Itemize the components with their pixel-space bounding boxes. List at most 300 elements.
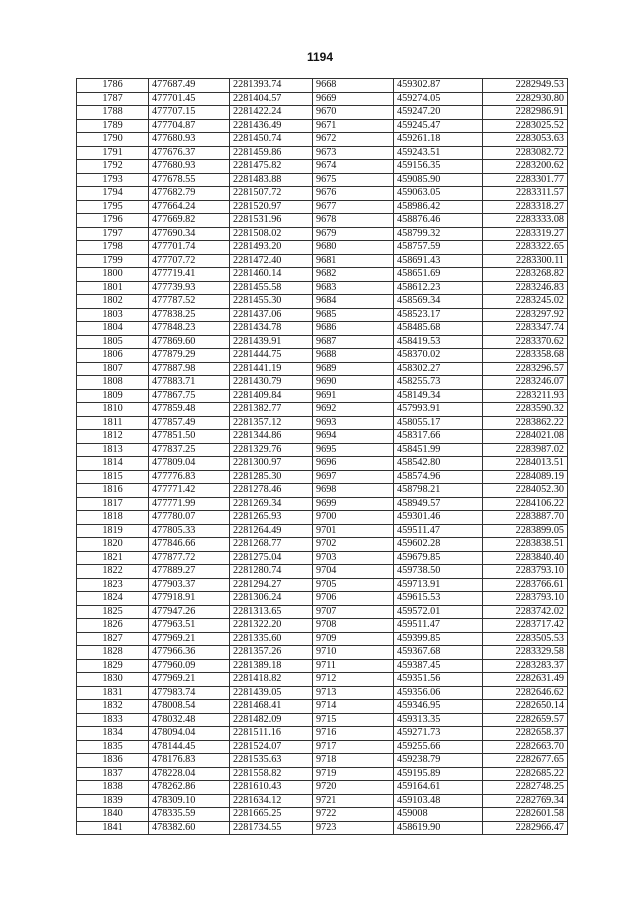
- x-coordinate-cell: 459387.45: [394, 659, 483, 673]
- table-row: [77, 227, 568, 241]
- y-coordinate-cell: 2281558.82: [230, 767, 313, 781]
- point-number-cell: 1797: [77, 227, 149, 241]
- table-row: [77, 686, 568, 700]
- table-row: [77, 106, 568, 120]
- y-coordinate-cell: 2283766.61: [483, 578, 568, 592]
- y-coordinate-cell: 2281455.58: [230, 281, 313, 295]
- y-coordinate-cell: 2281357.12: [230, 416, 313, 430]
- x-coordinate-cell: 477704.87: [149, 119, 230, 133]
- point-number-cell: 9704: [313, 565, 394, 579]
- y-coordinate-cell: 2281313.65: [230, 605, 313, 619]
- point-number-cell: 1830: [77, 673, 149, 687]
- y-coordinate-cell: 2282748.25: [483, 781, 568, 795]
- y-coordinate-cell: 2281460.14: [230, 268, 313, 282]
- table-row: [77, 713, 568, 727]
- x-coordinate-cell: 478382.60: [149, 821, 230, 835]
- x-coordinate-cell: 478262.86: [149, 781, 230, 795]
- point-number-cell: 1788: [77, 106, 149, 120]
- y-coordinate-cell: 2281265.93: [230, 511, 313, 525]
- y-coordinate-cell: 2283211.93: [483, 389, 568, 403]
- x-coordinate-cell: 459261.18: [394, 133, 483, 147]
- point-number-cell: 1829: [77, 659, 149, 673]
- point-number-cell: 9692: [313, 403, 394, 417]
- point-number-cell: 9698: [313, 484, 394, 498]
- table-row: [77, 754, 568, 768]
- x-coordinate-cell: 477780.07: [149, 511, 230, 525]
- x-coordinate-cell: 459511.47: [394, 619, 483, 633]
- point-number-cell: 9669: [313, 92, 394, 106]
- table-row: [77, 470, 568, 484]
- y-coordinate-cell: 2281322.20: [230, 619, 313, 633]
- point-number-cell: 9697: [313, 470, 394, 484]
- y-coordinate-cell: 2283838.51: [483, 538, 568, 552]
- y-coordinate-cell: 2281393.74: [230, 79, 313, 93]
- y-coordinate-cell: 2281329.76: [230, 443, 313, 457]
- y-coordinate-cell: 2283246.07: [483, 376, 568, 390]
- table-row: [77, 443, 568, 457]
- table-row: [77, 281, 568, 295]
- x-coordinate-cell: 477848.23: [149, 322, 230, 336]
- x-coordinate-cell: 477805.33: [149, 524, 230, 538]
- x-coordinate-cell: 477851.50: [149, 430, 230, 444]
- x-coordinate-cell: 477771.42: [149, 484, 230, 498]
- x-coordinate-cell: 458523.17: [394, 308, 483, 322]
- y-coordinate-cell: 2283840.40: [483, 551, 568, 565]
- y-coordinate-cell: 2281382.77: [230, 403, 313, 417]
- point-number-cell: 9685: [313, 308, 394, 322]
- table-row: [77, 173, 568, 187]
- table-row: [77, 146, 568, 160]
- table-row: [77, 524, 568, 538]
- x-coordinate-cell: 458691.43: [394, 254, 483, 268]
- x-coordinate-cell: 458798.21: [394, 484, 483, 498]
- x-coordinate-cell: 477947.26: [149, 605, 230, 619]
- y-coordinate-cell: 2281269.34: [230, 497, 313, 511]
- y-coordinate-cell: 2282646.62: [483, 686, 568, 700]
- point-number-cell: 1825: [77, 605, 149, 619]
- x-coordinate-cell: 458569.34: [394, 295, 483, 309]
- x-coordinate-cell: 458055.17: [394, 416, 483, 430]
- x-coordinate-cell: 458255.73: [394, 376, 483, 390]
- x-coordinate-cell: 477969.21: [149, 673, 230, 687]
- y-coordinate-cell: 2282986.91: [483, 106, 568, 120]
- table-row: [77, 335, 568, 349]
- x-coordinate-cell: 478008.54: [149, 700, 230, 714]
- table-row: [77, 794, 568, 808]
- y-coordinate-cell: 2283358.68: [483, 349, 568, 363]
- table-row: [77, 119, 568, 133]
- table-row: [77, 416, 568, 430]
- x-coordinate-cell: 459367.68: [394, 646, 483, 660]
- x-coordinate-cell: 478228.04: [149, 767, 230, 781]
- point-number-cell: 1818: [77, 511, 149, 525]
- point-number-cell: 1812: [77, 430, 149, 444]
- table-row: [77, 268, 568, 282]
- y-coordinate-cell: 2283296.57: [483, 362, 568, 376]
- point-number-cell: 9702: [313, 538, 394, 552]
- point-number-cell: 1792: [77, 160, 149, 174]
- point-number-cell: 1796: [77, 214, 149, 228]
- point-number-cell: 9707: [313, 605, 394, 619]
- y-coordinate-cell: 2283987.02: [483, 443, 568, 457]
- x-coordinate-cell: 477664.24: [149, 200, 230, 214]
- coordinates-table: [76, 78, 568, 835]
- y-coordinate-cell: 2282663.70: [483, 740, 568, 754]
- point-number-cell: 9716: [313, 727, 394, 741]
- y-coordinate-cell: 2283887.70: [483, 511, 568, 525]
- table-row: [77, 673, 568, 687]
- y-coordinate-cell: 2283246.83: [483, 281, 568, 295]
- table-row: [77, 430, 568, 444]
- table-row: [77, 79, 568, 93]
- y-coordinate-cell: 2281437.06: [230, 308, 313, 322]
- y-coordinate-cell: 2283082.72: [483, 146, 568, 160]
- x-coordinate-cell: 477690.34: [149, 227, 230, 241]
- x-coordinate-cell: 477887.98: [149, 362, 230, 376]
- y-coordinate-cell: 2282631.49: [483, 673, 568, 687]
- y-coordinate-cell: 2283319.27: [483, 227, 568, 241]
- x-coordinate-cell: 459156.35: [394, 160, 483, 174]
- x-coordinate-cell: 478144.45: [149, 740, 230, 754]
- point-number-cell: 1838: [77, 781, 149, 795]
- x-coordinate-cell: 458619.90: [394, 821, 483, 835]
- x-coordinate-cell: 459346.95: [394, 700, 483, 714]
- x-coordinate-cell: 477960.09: [149, 659, 230, 673]
- x-coordinate-cell: 478032.48: [149, 713, 230, 727]
- point-number-cell: 9675: [313, 173, 394, 187]
- point-number-cell: 1824: [77, 592, 149, 606]
- x-coordinate-cell: 477963.51: [149, 619, 230, 633]
- x-coordinate-cell: 477809.04: [149, 457, 230, 471]
- y-coordinate-cell: 2281520.97: [230, 200, 313, 214]
- y-coordinate-cell: 2283717.42: [483, 619, 568, 633]
- table-row: [77, 308, 568, 322]
- x-coordinate-cell: 477719.41: [149, 268, 230, 282]
- point-number-cell: 1811: [77, 416, 149, 430]
- y-coordinate-cell: 2281422.24: [230, 106, 313, 120]
- y-coordinate-cell: 2281508.02: [230, 227, 313, 241]
- x-coordinate-cell: 458302.27: [394, 362, 483, 376]
- point-number-cell: 1835: [77, 740, 149, 754]
- x-coordinate-cell: 477680.93: [149, 160, 230, 174]
- y-coordinate-cell: 2283793.10: [483, 565, 568, 579]
- y-coordinate-cell: 2283370.62: [483, 335, 568, 349]
- x-coordinate-cell: 477838.25: [149, 308, 230, 322]
- point-number-cell: 1791: [77, 146, 149, 160]
- point-number-cell: 1808: [77, 376, 149, 390]
- table-row: [77, 659, 568, 673]
- y-coordinate-cell: 2281483.88: [230, 173, 313, 187]
- y-coordinate-cell: 2281335.60: [230, 632, 313, 646]
- y-coordinate-cell: 2283311.57: [483, 187, 568, 201]
- y-coordinate-cell: 2281280.74: [230, 565, 313, 579]
- x-coordinate-cell: 459085.90: [394, 173, 483, 187]
- y-coordinate-cell: 2282769.34: [483, 794, 568, 808]
- x-coordinate-cell: 458651.69: [394, 268, 483, 282]
- y-coordinate-cell: 2281493.20: [230, 241, 313, 255]
- point-number-cell: 9721: [313, 794, 394, 808]
- y-coordinate-cell: 2283333.08: [483, 214, 568, 228]
- y-coordinate-cell: 2281285.30: [230, 470, 313, 484]
- y-coordinate-cell: 2283025.52: [483, 119, 568, 133]
- y-coordinate-cell: 2283742.02: [483, 605, 568, 619]
- table-row: [77, 808, 568, 822]
- table-row: [77, 254, 568, 268]
- y-coordinate-cell: 2281468.41: [230, 700, 313, 714]
- x-coordinate-cell: 459271.73: [394, 727, 483, 741]
- x-coordinate-cell: 458370.02: [394, 349, 483, 363]
- y-coordinate-cell: 2283322.65: [483, 241, 568, 255]
- x-coordinate-cell: 477669.82: [149, 214, 230, 228]
- x-coordinate-cell: 477918.91: [149, 592, 230, 606]
- point-number-cell: 1809: [77, 389, 149, 403]
- y-coordinate-cell: 2281268.77: [230, 538, 313, 552]
- point-number-cell: 1836: [77, 754, 149, 768]
- point-number-cell: 1795: [77, 200, 149, 214]
- x-coordinate-cell: 477701.45: [149, 92, 230, 106]
- y-coordinate-cell: 2283283.37: [483, 659, 568, 673]
- point-number-cell: 1805: [77, 335, 149, 349]
- point-number-cell: 1802: [77, 295, 149, 309]
- point-number-cell: 9673: [313, 146, 394, 160]
- x-coordinate-cell: 459301.46: [394, 511, 483, 525]
- point-number-cell: 9718: [313, 754, 394, 768]
- point-number-cell: 9690: [313, 376, 394, 390]
- x-coordinate-cell: 477859.48: [149, 403, 230, 417]
- y-coordinate-cell: 2281436.49: [230, 119, 313, 133]
- x-coordinate-cell: 459399.85: [394, 632, 483, 646]
- y-coordinate-cell: 2281441.19: [230, 362, 313, 376]
- point-number-cell: 1819: [77, 524, 149, 538]
- point-number-cell: 9680: [313, 241, 394, 255]
- point-number-cell: 1803: [77, 308, 149, 322]
- x-coordinate-cell: 477680.93: [149, 133, 230, 147]
- x-coordinate-cell: 459713.91: [394, 578, 483, 592]
- y-coordinate-cell: 2281610.43: [230, 781, 313, 795]
- point-number-cell: 1841: [77, 821, 149, 835]
- point-number-cell: 1804: [77, 322, 149, 336]
- point-number-cell: 9723: [313, 821, 394, 835]
- x-coordinate-cell: 458542.80: [394, 457, 483, 471]
- table-row: [77, 781, 568, 795]
- y-coordinate-cell: 2281511.16: [230, 727, 313, 741]
- x-coordinate-cell: 459008: [394, 808, 483, 822]
- point-number-cell: 9676: [313, 187, 394, 201]
- x-coordinate-cell: 459245.47: [394, 119, 483, 133]
- y-coordinate-cell: 2281455.30: [230, 295, 313, 309]
- point-number-cell: 1823: [77, 578, 149, 592]
- y-coordinate-cell: 2283297.92: [483, 308, 568, 322]
- x-coordinate-cell: 459243.51: [394, 146, 483, 160]
- y-coordinate-cell: 2284021.08: [483, 430, 568, 444]
- point-number-cell: 9717: [313, 740, 394, 754]
- table-row: [77, 92, 568, 106]
- point-number-cell: 9687: [313, 335, 394, 349]
- y-coordinate-cell: 2281439.05: [230, 686, 313, 700]
- table-row: [77, 821, 568, 835]
- table-row: [77, 160, 568, 174]
- x-coordinate-cell: 458757.59: [394, 241, 483, 255]
- point-number-cell: 9668: [313, 79, 394, 93]
- table-row: [77, 551, 568, 565]
- point-number-cell: 1832: [77, 700, 149, 714]
- table-row: [77, 700, 568, 714]
- point-number-cell: 9677: [313, 200, 394, 214]
- y-coordinate-cell: 2283200.62: [483, 160, 568, 174]
- y-coordinate-cell: 2283053.63: [483, 133, 568, 147]
- x-coordinate-cell: 459511.47: [394, 524, 483, 538]
- y-coordinate-cell: 2283268.82: [483, 268, 568, 282]
- table-row: [77, 403, 568, 417]
- point-number-cell: 1833: [77, 713, 149, 727]
- point-number-cell: 1840: [77, 808, 149, 822]
- table-row: [77, 389, 568, 403]
- x-coordinate-cell: 477837.25: [149, 443, 230, 457]
- point-number-cell: 1793: [77, 173, 149, 187]
- y-coordinate-cell: 2281439.91: [230, 335, 313, 349]
- point-number-cell: 9672: [313, 133, 394, 147]
- table-row: [77, 578, 568, 592]
- point-number-cell: 9671: [313, 119, 394, 133]
- table-row: [77, 632, 568, 646]
- y-coordinate-cell: 2281409.84: [230, 389, 313, 403]
- x-coordinate-cell: 459313.35: [394, 713, 483, 727]
- x-coordinate-cell: 459103.48: [394, 794, 483, 808]
- y-coordinate-cell: 2282966.47: [483, 821, 568, 835]
- point-number-cell: 9688: [313, 349, 394, 363]
- y-coordinate-cell: 2281531.96: [230, 214, 313, 228]
- table-row: [77, 565, 568, 579]
- x-coordinate-cell: 459602.28: [394, 538, 483, 552]
- y-coordinate-cell: 2281264.49: [230, 524, 313, 538]
- point-number-cell: 9695: [313, 443, 394, 457]
- coordinates-table-body: [77, 79, 568, 835]
- point-number-cell: 9708: [313, 619, 394, 633]
- x-coordinate-cell: 477869.60: [149, 335, 230, 349]
- point-number-cell: 9694: [313, 430, 394, 444]
- table-row: [77, 740, 568, 754]
- table-row: [77, 497, 568, 511]
- table-row: [77, 767, 568, 781]
- x-coordinate-cell: 478176.83: [149, 754, 230, 768]
- x-coordinate-cell: 458612.23: [394, 281, 483, 295]
- table-row: [77, 511, 568, 525]
- table-row: [77, 241, 568, 255]
- x-coordinate-cell: 477776.83: [149, 470, 230, 484]
- point-number-cell: 1815: [77, 470, 149, 484]
- y-coordinate-cell: 2281665.25: [230, 808, 313, 822]
- point-number-cell: 9684: [313, 295, 394, 309]
- x-coordinate-cell: 477857.49: [149, 416, 230, 430]
- point-number-cell: 9689: [313, 362, 394, 376]
- y-coordinate-cell: 2282685.22: [483, 767, 568, 781]
- y-coordinate-cell: 2281278.46: [230, 484, 313, 498]
- point-number-cell: 1820: [77, 538, 149, 552]
- y-coordinate-cell: 2282601.58: [483, 808, 568, 822]
- y-coordinate-cell: 2281444.75: [230, 349, 313, 363]
- x-coordinate-cell: 459164.61: [394, 781, 483, 795]
- x-coordinate-cell: 458451.99: [394, 443, 483, 457]
- y-coordinate-cell: 2284106.22: [483, 497, 568, 511]
- y-coordinate-cell: 2281634.12: [230, 794, 313, 808]
- point-number-cell: 9699: [313, 497, 394, 511]
- y-coordinate-cell: 2282949.53: [483, 79, 568, 93]
- y-coordinate-cell: 2283347.74: [483, 322, 568, 336]
- table-row: [77, 538, 568, 552]
- x-coordinate-cell: 477969.21: [149, 632, 230, 646]
- y-coordinate-cell: 2281434.78: [230, 322, 313, 336]
- x-coordinate-cell: 477771.99: [149, 497, 230, 511]
- x-coordinate-cell: 457993.91: [394, 403, 483, 417]
- point-number-cell: 1786: [77, 79, 149, 93]
- x-coordinate-cell: 459679.85: [394, 551, 483, 565]
- y-coordinate-cell: 2281535.63: [230, 754, 313, 768]
- x-coordinate-cell: 459274.05: [394, 92, 483, 106]
- y-coordinate-cell: 2281472.40: [230, 254, 313, 268]
- point-number-cell: 9679: [313, 227, 394, 241]
- x-coordinate-cell: 477787.52: [149, 295, 230, 309]
- x-coordinate-cell: 478094.04: [149, 727, 230, 741]
- x-coordinate-cell: 477903.37: [149, 578, 230, 592]
- y-coordinate-cell: 2282930.80: [483, 92, 568, 106]
- x-coordinate-cell: 477676.37: [149, 146, 230, 160]
- table-row: [77, 619, 568, 633]
- point-number-cell: 1814: [77, 457, 149, 471]
- y-coordinate-cell: 2281294.27: [230, 578, 313, 592]
- table-row: [77, 605, 568, 619]
- x-coordinate-cell: 478335.59: [149, 808, 230, 822]
- point-number-cell: 1790: [77, 133, 149, 147]
- y-coordinate-cell: 2283899.05: [483, 524, 568, 538]
- point-number-cell: 9710: [313, 646, 394, 660]
- table-row: [77, 646, 568, 660]
- y-coordinate-cell: 2281344.86: [230, 430, 313, 444]
- y-coordinate-cell: 2281524.07: [230, 740, 313, 754]
- x-coordinate-cell: 477883.71: [149, 376, 230, 390]
- table-row: [77, 214, 568, 228]
- point-number-cell: 9705: [313, 578, 394, 592]
- y-coordinate-cell: 2284089.19: [483, 470, 568, 484]
- point-number-cell: 1789: [77, 119, 149, 133]
- y-coordinate-cell: 2281275.04: [230, 551, 313, 565]
- point-number-cell: 1828: [77, 646, 149, 660]
- x-coordinate-cell: 458485.68: [394, 322, 483, 336]
- y-coordinate-cell: 2281404.57: [230, 92, 313, 106]
- x-coordinate-cell: 459615.53: [394, 592, 483, 606]
- point-number-cell: 1800: [77, 268, 149, 282]
- x-coordinate-cell: 459351.56: [394, 673, 483, 687]
- y-coordinate-cell: 2282677.65: [483, 754, 568, 768]
- y-coordinate-cell: 2281459.86: [230, 146, 313, 160]
- point-number-cell: 9714: [313, 700, 394, 714]
- x-coordinate-cell: 459238.79: [394, 754, 483, 768]
- y-coordinate-cell: 2283505.53: [483, 632, 568, 646]
- table-row: [77, 362, 568, 376]
- y-coordinate-cell: 2283329.58: [483, 646, 568, 660]
- x-coordinate-cell: 477701.74: [149, 241, 230, 255]
- x-coordinate-cell: 459356.06: [394, 686, 483, 700]
- x-coordinate-cell: 458574.96: [394, 470, 483, 484]
- point-number-cell: 9696: [313, 457, 394, 471]
- point-number-cell: 9691: [313, 389, 394, 403]
- table-row: [77, 484, 568, 498]
- x-coordinate-cell: 477867.75: [149, 389, 230, 403]
- y-coordinate-cell: 2283300.11: [483, 254, 568, 268]
- point-number-cell: 1787: [77, 92, 149, 106]
- point-number-cell: 1813: [77, 443, 149, 457]
- point-number-cell: 1837: [77, 767, 149, 781]
- x-coordinate-cell: 477966.36: [149, 646, 230, 660]
